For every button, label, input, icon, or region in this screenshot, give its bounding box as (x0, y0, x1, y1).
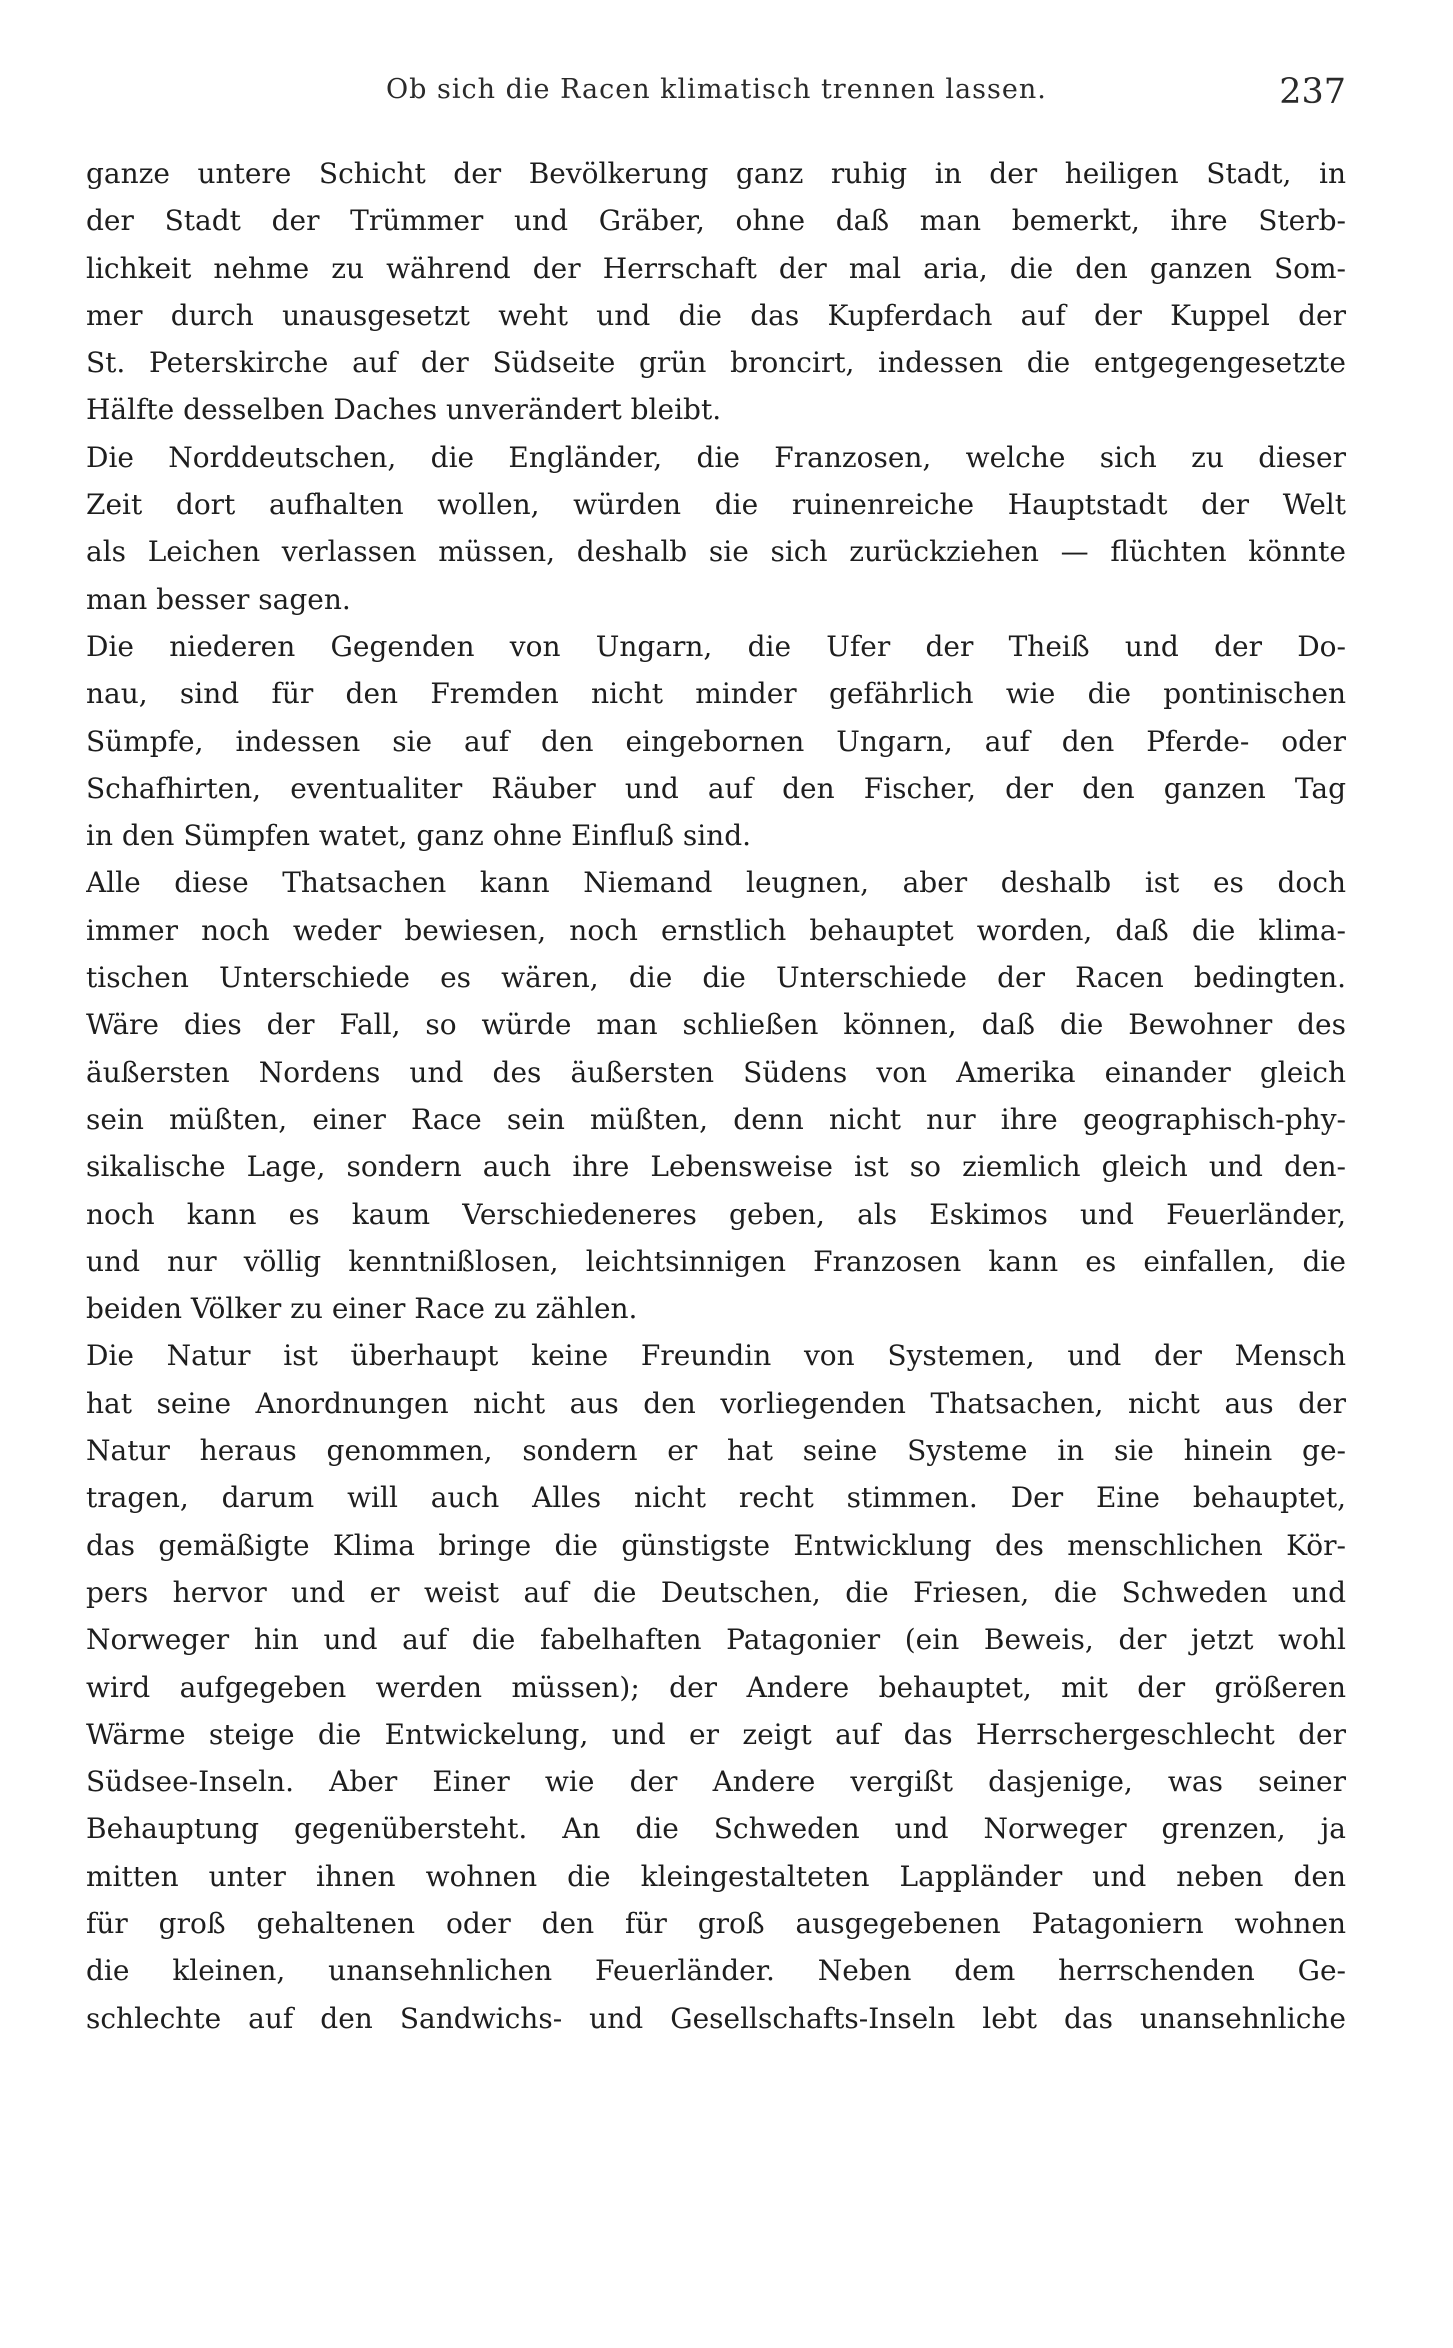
text-line: Zeit dort aufhalten wollen, würden die ruinenreiche Hauptstadt der Welt (86, 488, 1346, 522)
text-line: mitten unter ihnen wohnen die kleingestalteten Lappländer und neben den (86, 1859, 1346, 1893)
text-line: ganze untere Schicht der Bevölkerung ganz ruhig in der heiligen Stadt, in (86, 157, 1346, 190)
text-line: tragen, darum will auch Alles nicht recht stimmen. Der Eine behauptet, (86, 1481, 1346, 1515)
text-line: Hälfte desselben Daches unverändert bleibt. (86, 393, 722, 427)
page-number: 237 (1279, 72, 1346, 112)
text-line: schlechte auf den Sandwichs- und Gesellschafts-Inseln lebt das unansehnliche (86, 2001, 1346, 2035)
text-line: Natur heraus genommen, sondern er hat seine Systeme in sie hinein ge- (86, 1434, 1346, 1468)
text-line: Die Natur ist überhaupt keine Freundin von Systemen, und der Mensch (86, 1339, 1346, 1373)
page-header (86, 72, 1346, 116)
text-line: beiden Völker zu einer Race zu zählen. (86, 1292, 638, 1326)
text-line: pers hervor und er weist auf die Deutschen, die Friesen, die Schweden und (86, 1575, 1346, 1609)
text-line: äußersten Nordens und des äußersten Südens von Amerika einander gleich (86, 1055, 1346, 1089)
text-line: als Leichen verlassen müssen, deshalb sie sich zurückziehen — flüchten könnte (86, 535, 1346, 569)
text-line: wird aufgegeben werden müssen); der Andere behauptet, mit der größeren (86, 1670, 1346, 1704)
body-text (86, 150, 1346, 2042)
text-line: Norweger hin und auf die fabelhaften Patagonier (ein Beweis, der jetzt wohl (86, 1623, 1346, 1657)
text-line: St. Peterskirche auf der Südseite grün broncirt, indessen die entgegengesetzte (86, 346, 1346, 380)
text-line: sein müßten, einer Race sein müßten, denn nicht nur ihre geographisch-phy- (86, 1102, 1346, 1136)
text-line: die kleinen, unansehnlichen Feuerländer. Neben dem herrschenden Ge- (86, 1954, 1346, 1988)
text-line: sikalische Lage, sondern auch ihre Lebensweise ist so ziemlich gleich und den- (86, 1150, 1346, 1184)
text-line: noch kann es kaum Verschiedeneres geben, als Eskimos und Feuerländer, (86, 1197, 1346, 1231)
text-line: der Stadt der Trümmer und Gräber, ohne daß man bemerkt, ihre Sterb- (86, 204, 1346, 238)
text-line: mer durch unausgesetzt weht und die das Kupferdach auf der Kuppel der (86, 298, 1346, 332)
text-line: Sümpfe, indessen sie auf den eingebornen Ungarn, auf den Pferde- oder (86, 724, 1346, 758)
text-line: Behauptung gegenübersteht. An die Schweden und Norweger grenzen, ja (86, 1812, 1346, 1846)
text-line: für groß gehaltenen oder den für groß ausgegebenen Patagoniern wohnen (86, 1906, 1346, 1940)
text-line: Wäre dies der Fall, so würde man schließen können, daß die Bewohner des (86, 1008, 1346, 1042)
text-line: Die Norddeutschen, die Engländer, die Franzosen, welche sich zu dieser (86, 440, 1346, 474)
text-line: immer noch weder bewiesen, noch ernstlich behauptet worden, daß die klima- (86, 913, 1346, 947)
text-line: in den Sümpfen watet, ganz ohne Einfluß sind. (86, 819, 752, 853)
text-line: man besser sagen. (86, 582, 351, 616)
text-line: das gemäßigte Klima bringe die günstigste Entwicklung des menschlichen Kör- (86, 1528, 1346, 1562)
text-line: nau, sind für den Fremden nicht minder gefährlich wie die pontinischen (86, 677, 1346, 711)
running-title: Ob sich die Racen klimatisch trennen lassen. (386, 74, 1047, 105)
text-line: tischen Unterschiede es wären, die die Unterschiede der Racen bedingten. (86, 961, 1346, 995)
text-line: Alle diese Thatsachen kann Niemand leugnen, aber deshalb ist es doch (86, 866, 1346, 900)
text-line: Die niederen Gegenden von Ungarn, die Ufer der Theiß und der Do- (86, 629, 1346, 663)
text-line: und nur völlig kenntnißlosen, leichtsinnigen Franzosen kann es einfallen, die (86, 1244, 1346, 1278)
text-line: Wärme steige die Entwickelung, und er zeigt auf das Herrschergeschlecht der (86, 1717, 1346, 1751)
text-line: Schafhirten, eventualiter Räuber und auf den Fischer, der den ganzen Tag (86, 771, 1346, 805)
text-line: hat seine Anordnungen nicht aus den vorliegenden Thatsachen, nicht aus der (86, 1386, 1346, 1420)
text-line: Südsee-Inseln. Aber Einer wie der Andere vergißt dasjenige, was seiner (86, 1765, 1346, 1799)
text-line: lichkeit nehme zu während der Herrschaft der mal aria, die den ganzen Som- (86, 251, 1346, 285)
